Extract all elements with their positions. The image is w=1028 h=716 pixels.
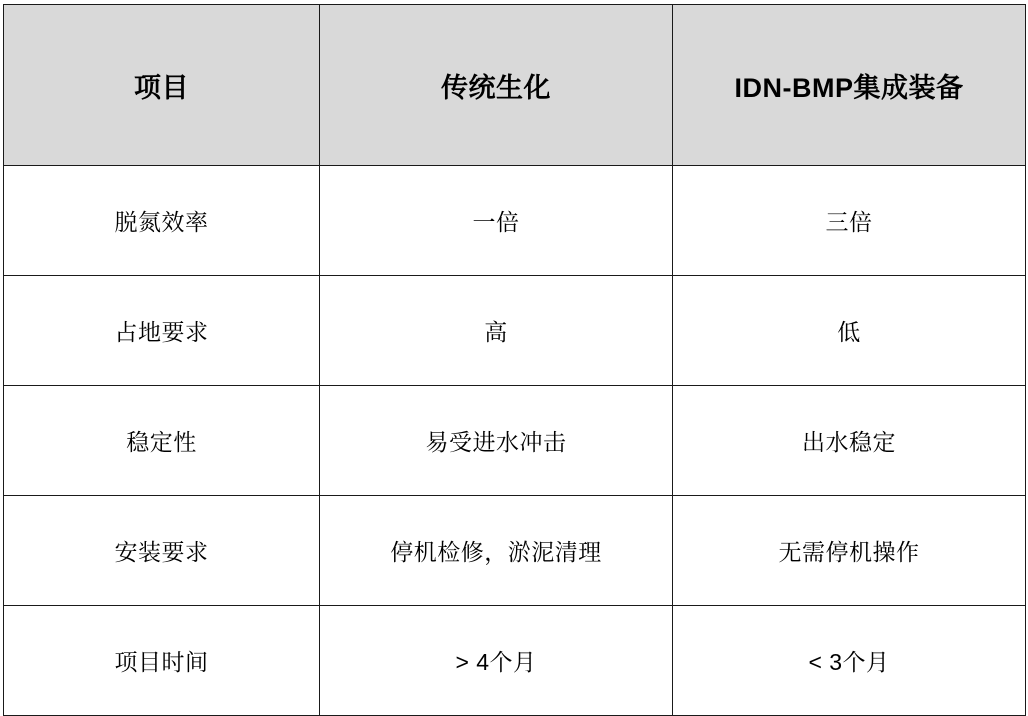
cell-conventional: > 4个月 (320, 606, 673, 716)
comparison-table-container (3, 4, 1025, 675)
table-row (4, 386, 1026, 496)
cell-conventional: 一倍 (320, 166, 673, 276)
cell-idn-bmp: 无需停机操作 (673, 496, 1026, 606)
cell-idn-bmp: 低 (673, 276, 1026, 386)
table-row (4, 606, 1026, 716)
row-label: 脱氮效率 (4, 166, 320, 276)
table-body (4, 166, 1026, 716)
cell-conventional: 停机检修，淤泥清理 (320, 496, 673, 606)
table-row (4, 496, 1026, 606)
row-label: 安装要求 (4, 496, 320, 606)
table-header (4, 5, 1026, 166)
table-row (4, 166, 1026, 276)
comparison-table (3, 4, 1026, 716)
cell-idn-bmp: < 3个月 (673, 606, 1026, 716)
cell-idn-bmp: 三倍 (673, 166, 1026, 276)
cell-idn-bmp: 出水稳定 (673, 386, 1026, 496)
table-header-row (4, 5, 1026, 166)
table-row (4, 276, 1026, 386)
row-label: 稳定性 (4, 386, 320, 496)
cell-conventional: 易受进水冲击 (320, 386, 673, 496)
column-header-idn-bmp: IDN-BMP集成装备 (673, 5, 1026, 166)
cell-conventional: 高 (320, 276, 673, 386)
column-header-item: 项目 (4, 5, 320, 166)
row-label: 项目时间 (4, 606, 320, 716)
column-header-conventional: 传统生化 (320, 5, 673, 166)
row-label: 占地要求 (4, 276, 320, 386)
